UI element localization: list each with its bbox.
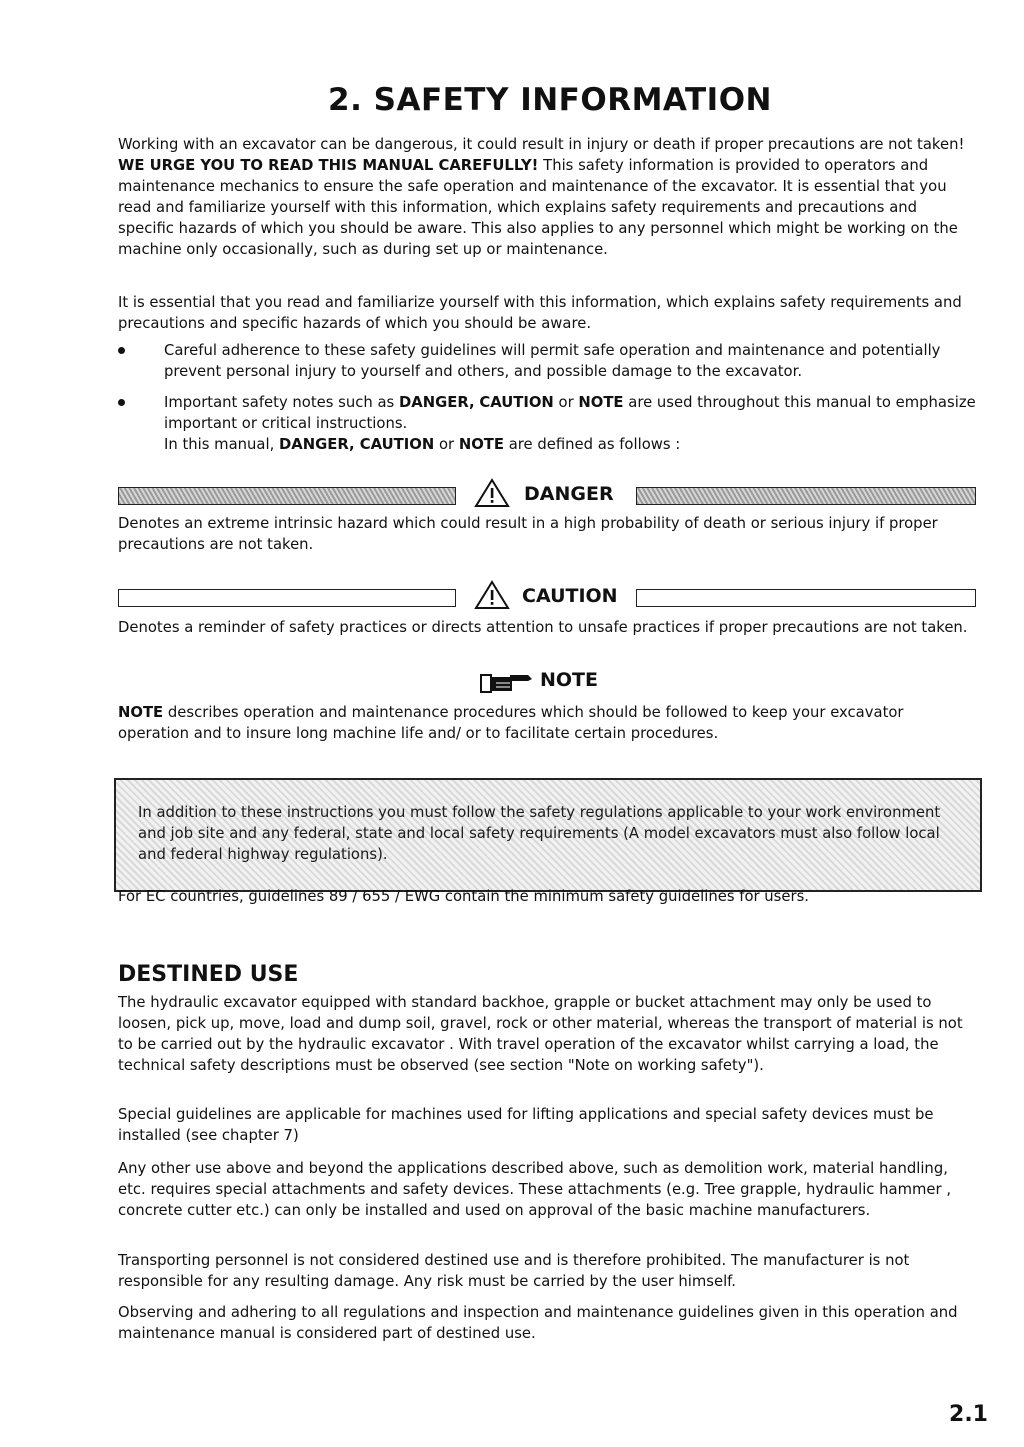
caution-label: CAUTION [522, 585, 618, 607]
destined-use-paragraph-4: Transporting personnel is not considered destined use and is therefore prohibited. The manufacturer is not responsible for any resulting damage. Any risk must be carried by the user himself. [118, 1252, 910, 1290]
note-description [118, 702, 976, 744]
warning-triangle-icon [474, 478, 510, 508]
bullet-2-text-e: or [438, 436, 455, 453]
bullet-2-text-a: Important safety notes such as [164, 394, 395, 411]
warning-triangle-icon [474, 580, 510, 610]
intro-paragraph-1 [118, 134, 976, 260]
intro-paragraph-2: It is essential that you read and familiarize yourself with this information, which explains safety requirements and precautions and specific hazards of which you should be aware. [118, 294, 962, 332]
danger-bar-right [636, 487, 976, 505]
pointing-hand-icon [480, 672, 534, 694]
note-bold: NOTE [118, 704, 164, 721]
danger-bar-left [118, 487, 456, 505]
bullet-text-1: Careful adherence to these safety guidelines will permit safe operation and maintenance and potentially prevent personal injury to yourself and others, and possible damage to the excavator. [164, 342, 941, 380]
bullet-2-text-d: In this manual, [164, 436, 275, 453]
danger-label: DANGER [524, 483, 614, 505]
danger-description: Denotes an extreme intrinsic hazard which could result in a high probability of death or serious injury if proper precautions are not taken. [118, 515, 938, 553]
danger-sign [118, 478, 976, 512]
bullet-2-text-c: are used throughout this manual to emphasize important or critical instructions. [164, 394, 976, 432]
caution-bar-right [636, 589, 976, 607]
bullet-2-danger-caution: DANGER, CAUTION [279, 436, 435, 453]
intro-urge-bold: WE URGE YOU TO READ THIS MANUAL CAREFULLY! [118, 157, 539, 174]
regulations-text: In addition to these instructions you must follow the safety regulations applicable to your work environment and job site and any federal, state and local safety requirements (A model excavators must also follow local and federal highway regulations). [138, 804, 941, 863]
ec-guidelines-line: For EC countries, guidelines 89 / 655 / EWG contain the minimum safety guidelines for users. [118, 888, 809, 905]
caution-bar-left [118, 589, 456, 607]
bullet-2-caution: CAUTION [479, 394, 554, 411]
bullet-2-text-b: or [558, 394, 574, 411]
bullet-dot-icon [118, 399, 125, 406]
note-sign [480, 668, 640, 696]
bullet-dot-icon [118, 347, 125, 354]
bullet-text-2 [164, 392, 976, 455]
destined-use-paragraph-3: Any other use above and beyond the applications described above, such as demolition work, material handling, etc. requires special attachments and safety devices. These attachments (e.g. Tree grapple, hydraulic hammer , concrete cutter etc.) can only be installed and used on approval of the basic machine manufacturers. [118, 1160, 952, 1219]
bullet-2-note: NOTE [578, 394, 624, 411]
intro-text-1: Working with an excavator can be dangerous, it could result in injury or death if proper precautions are not taken! [118, 136, 965, 153]
page-number: 2.1 [949, 1402, 988, 1427]
caution-description: Denotes a reminder of safety practices or directs attention to unsafe practices if proper precautions are not taken. [118, 619, 968, 636]
caution-sign [118, 580, 976, 614]
intro-text-2: This safety information is provided to operators and maintenance mechanics to ensure the safe operation and maintenance of the excavator. It is essential that you read and familiarize yourself with this information, which explains safety requirements and precautions and specific hazards of which you should be aware. This also applies to any personnel which might be working on the machine only occasionally, such as during set up or maintenance. [118, 157, 958, 258]
regulations-box [114, 778, 982, 892]
destined-use-paragraph-5: Observing and adhering to all regulations and inspection and maintenance guidelines given in this operation and maintenance manual is considered part of destined use. [118, 1304, 958, 1342]
bullet-2-danger: DANGER, [398, 394, 475, 411]
note-text: describes operation and maintenance procedures which should be followed to keep your excavator operation and to insure long machine life and/ or to facilitate certain procedures. [118, 704, 904, 742]
destined-use-heading: DESTINED USE [118, 962, 299, 987]
note-label: NOTE [540, 669, 598, 691]
destined-use-paragraph-1: The hydraulic excavator equipped with standard backhoe, grapple or bucket attachment may only be used to loosen, pick up, move, load and dump soil, gravel, rock or other material, whereas the transport of material is not to be carried out by the hydraulic excavator . With travel operation of the excavator whilst carrying a load, the technical safety descriptions must be observed (see section "Note on working safety"). [118, 994, 963, 1074]
page-title: 2. SAFETY INFORMATION [328, 82, 772, 118]
destined-use-paragraph-2: Special guidelines are applicable for machines used for lifting applications and special safety devices must be installed (see chapter 7) [118, 1106, 934, 1144]
bullet-2-note-2: NOTE [458, 436, 504, 453]
bullet-2-text-f: are defined as follows : [508, 436, 681, 453]
